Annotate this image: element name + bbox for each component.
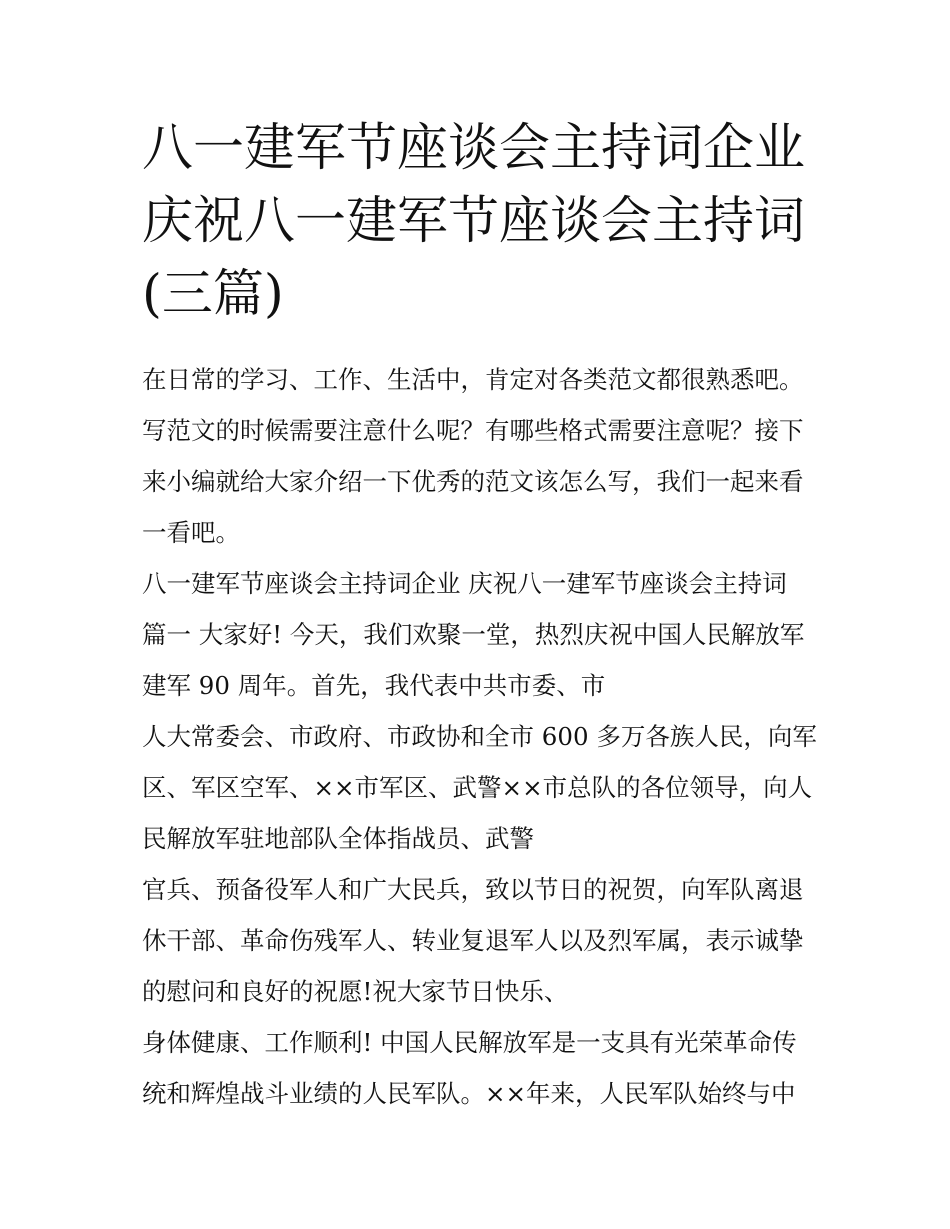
title-line: 八一建军节座谈会主持词企业 xyxy=(142,119,806,178)
body-line: 区、军区空军、××市军区、武警××市总队的各位领导，向人 xyxy=(142,773,813,802)
body-line: 人大常委会、市政府、市政协和全市 600 多万各族人民，向军 xyxy=(142,722,817,751)
document-title xyxy=(142,112,842,331)
body-line: 的慰问和良好的祝愿!祝大家节日快乐、 xyxy=(142,977,569,1006)
body-line: 休干部、革命伤残军人、转业复退军人以及烈军属，表示诚挚 xyxy=(142,926,804,955)
body-line: 来小编就给大家介绍一下优秀的范文该怎么写，我们一起来看 xyxy=(142,467,804,496)
title-line: (三篇) xyxy=(142,265,284,324)
body-line: 官兵、预备役军人和广大民兵，致以节日的祝贺，向军队离退 xyxy=(142,875,804,904)
body-line: 民解放军驻地部队全体指战员、武警 xyxy=(142,824,534,853)
body-line: 篇一 大家好! 今天，我们欢聚一堂，热烈庆祝中国人民解放军 xyxy=(142,620,805,649)
body-line: 统和辉煌战斗业绩的人民军队。××年来，人民军队始终与中 xyxy=(142,1079,796,1108)
body-line: 写范文的时候需要注意什么呢？有哪些格式需要注意呢？接下 xyxy=(142,416,804,445)
body-line: 在日常的学习、工作、生活中，肯定对各类范文都很熟悉吧。 xyxy=(142,365,804,394)
document-body xyxy=(142,354,842,1119)
title-line: 庆祝八一建军节座谈会主持词 xyxy=(142,192,806,251)
body-line: 八一建军节座谈会主持词企业 庆祝八一建军节座谈会主持词 xyxy=(142,569,787,598)
body-line: 建军 90 周年。首先，我代表中共市委、市 xyxy=(142,671,606,700)
body-line: 身体健康、工作顺利! 中国人民解放军是一支具有光荣革命传 xyxy=(142,1028,797,1057)
body-line: 一看吧。 xyxy=(142,518,240,547)
